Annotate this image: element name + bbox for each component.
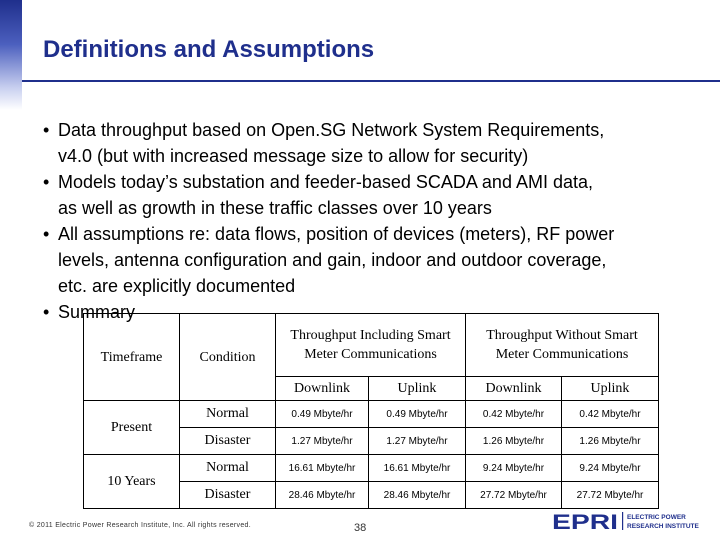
title-underline [22,80,720,82]
value-cell: 16.61 Mbyte/hr [276,455,369,482]
bullet-text: Summary [58,302,136,322]
value-cell: 1.27 Mbyte/hr [276,428,369,455]
value-cell: 1.26 Mbyte/hr [562,428,659,455]
header-with-smart-meter: Throughput Including Smart Meter Communications [276,314,466,377]
value-cell: 0.42 Mbyte/hr [562,401,659,428]
timeframe-cell: 10 Years [84,455,180,509]
bullet-text-continued: v4.0 (but with increased message size to allow for security) [58,146,529,166]
value-cell: 1.26 Mbyte/hr [466,428,562,455]
bullet-text: Data throughput based on Open.SG Network System Requirements, [58,120,605,140]
table-row [84,401,659,428]
value-cell: 16.61 Mbyte/hr [369,455,466,482]
subheader-uplink: Uplink [562,377,659,401]
epri-logo [552,510,702,532]
subheader-downlink: Downlink [276,377,369,401]
header-without-smart-meter: Throughput Without Smart Meter Communications [466,314,659,377]
table-row [84,455,659,482]
bullet-icon: • [43,302,50,322]
bullet-item [43,221,713,299]
value-cell: 27.72 Mbyte/hr [466,482,562,509]
value-cell: 0.42 Mbyte/hr [466,401,562,428]
value-cell: 9.24 Mbyte/hr [562,455,659,482]
bullet-icon: • [43,172,50,192]
copyright-footer: © 2011 Electric Power Research Institute, Inc. All rights reserved. [29,522,251,529]
logo-wordmark: EPRI [552,511,618,532]
value-cell: 9.24 Mbyte/hr [466,455,562,482]
bullet-icon: • [43,120,50,140]
value-cell: 28.46 Mbyte/hr [369,482,466,509]
table-header-row [84,314,659,377]
bullet-item [43,117,713,169]
bullet-text-continued: as well as growth in these traffic classes over 10 years [58,198,492,218]
bullet-text: All assumptions re: data flows, position of devices (meters), RF power [58,224,615,244]
header-timeframe: Timeframe [84,314,180,401]
condition-cell: Normal [180,401,276,428]
bullet-icon: • [43,224,50,244]
condition-cell: Disaster [180,428,276,455]
header-condition: Condition [180,314,276,401]
subheader-downlink: Downlink [466,377,562,401]
logo-tagline-line1: ELECTRIC POWER [627,514,686,521]
value-cell: 1.27 Mbyte/hr [369,428,466,455]
timeframe-cell: Present [84,401,180,455]
condition-cell: Disaster [180,482,276,509]
value-cell: 28.46 Mbyte/hr [276,482,369,509]
logo-tagline-line2: RESEARCH INSTITUTE [627,523,699,530]
bullet-list [43,117,713,325]
bullet-text-continued: etc. are explicitly documented [58,276,296,296]
subheader-uplink: Uplink [369,377,466,401]
value-cell: 0.49 Mbyte/hr [276,401,369,428]
side-accent-bar [0,0,22,110]
bullet-text: Models today’s substation and feeder-based SCADA and AMI data, [58,172,593,192]
bullet-text-continued: levels, antenna configuration and gain, indoor and outdoor coverage, [58,250,607,270]
value-cell: 0.49 Mbyte/hr [369,401,466,428]
bullet-item [43,169,713,221]
condition-cell: Normal [180,455,276,482]
value-cell: 27.72 Mbyte/hr [562,482,659,509]
page-number: 38 [354,522,367,534]
summary-table [83,313,659,509]
slide-title: Definitions and Assumptions [43,36,375,63]
